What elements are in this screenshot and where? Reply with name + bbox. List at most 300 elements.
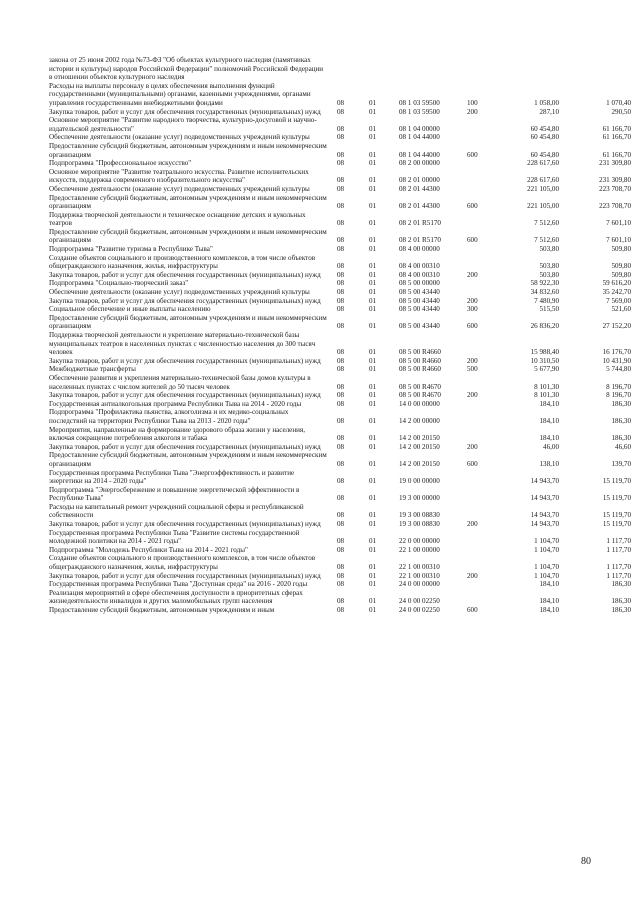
expense-name: Основное мероприятие "Развитие театрального искусства. Развитие исполнительских искусств, поддержка современного изобразительного искусства": [49, 167, 309, 185]
section-code: 08: [337, 176, 345, 185]
table-row: [49, 426, 631, 443]
target-article-code: 24 0 00 02250: [399, 597, 440, 606]
expense-type-code: 200: [467, 356, 478, 365]
amount-year-2: 27 152,20: [602, 322, 631, 331]
target-article-code: 19 3 00 08830: [399, 520, 440, 529]
table-row: [49, 297, 631, 306]
expense-type-code: [467, 469, 489, 486]
section-code: 08: [337, 382, 345, 391]
table-row: [49, 185, 631, 194]
expense-type-code: 600: [467, 606, 478, 614]
expense-type-code: [467, 331, 489, 357]
subsection-code: 01: [369, 279, 377, 288]
subsection-code: 01: [369, 477, 377, 486]
section-code: 08: [337, 365, 345, 374]
table-row: [49, 82, 631, 108]
section-code: 08: [337, 571, 345, 580]
expense-name: Подпрограмма "Профилактика пьянства, алкоголизма и их медико-социальных последствий на территории Республики Тыва на 2013 - 2020 годы": [49, 408, 289, 425]
amount-year-1: 60 454,80: [530, 124, 559, 133]
expense-name: Обеспечение развития и укрепления материально-технической базы домов культуры в населенных пунктах с числом жителей до 50 тысяч человек: [49, 373, 311, 391]
amount-year-1: 503,80: [539, 245, 559, 254]
table-row: [49, 271, 631, 280]
expense-name: Предоставление субсидий бюджетным, автономным учреждениям и иным некоммерческим организациям: [49, 313, 327, 331]
subsection-code: 01: [369, 124, 377, 133]
subsection-code: 01: [369, 399, 377, 408]
expense-name: Закупка товаров, работ и услуг для обеспечения государственных (муниципальных) нужд: [49, 356, 321, 365]
amount-year-2: 186,30: [611, 580, 631, 589]
expense-type-code: [467, 254, 489, 271]
section-code: 08: [337, 270, 345, 279]
subsection-code: 01: [369, 442, 377, 451]
section-code: 08: [337, 322, 345, 331]
section-code: 08: [337, 416, 345, 425]
amount-year-1: 7 512,60: [534, 219, 559, 228]
subsection-code: 01: [369, 219, 377, 228]
expense-name: Расходы на выплаты персоналу в целях обеспечения выполнения функций государственными (муниципальными) органами, казенными учреждениями, органами управления государственными внебюджетными фондами: [49, 81, 311, 107]
target-article-code: 14 2 00 20150: [399, 442, 440, 451]
subsection-code: 01: [369, 597, 377, 606]
subsection-code: 01: [369, 365, 377, 374]
table-row: [49, 589, 631, 606]
section-code: 08: [337, 520, 345, 529]
amount-year-1: 221 105,00: [527, 202, 559, 211]
target-article-code: 08 5 00 R4660: [399, 348, 441, 357]
table-row: [49, 572, 631, 581]
section-code: 08: [337, 356, 345, 365]
amount-year-2: 10 431,90: [602, 356, 631, 365]
subsection-code: 01: [369, 416, 377, 425]
expense-type-code: [467, 185, 489, 194]
expense-type-code: [467, 168, 489, 185]
table-row: [49, 443, 631, 452]
amount-year-1: 184,10: [539, 580, 559, 589]
target-article-code: 08 2 00 00000: [399, 159, 440, 168]
subsection-code: 01: [369, 150, 377, 159]
expense-name: Закупка товаров, работ и услуг для обеспечения государственных (муниципальных) нужд: [49, 571, 321, 580]
table-row: [49, 357, 631, 366]
amount-year-2: 186,30: [611, 606, 631, 614]
expense-name: Закупка товаров, работ и услуг для обеспечения государственных (муниципальных) нужд: [49, 442, 321, 451]
table-row: [49, 331, 631, 357]
target-article-code: 08 1 04 00000: [399, 124, 440, 133]
target-article-code: 08 2 01 44300: [399, 184, 440, 193]
target-article-code: 08 2 01 R5170: [399, 236, 441, 245]
expense-type-code: 600: [467, 202, 478, 211]
amount-year-2: 16 176,70: [602, 348, 631, 357]
subsection-code: 01: [369, 270, 377, 279]
expense-type-code: 600: [467, 322, 478, 331]
expense-type-code: 100: [467, 98, 478, 107]
target-article-code: 08 5 00 R4670: [399, 382, 441, 391]
target-article-code: 08 5 00 43440: [399, 322, 440, 331]
subsection-code: 01: [369, 537, 377, 546]
expense-type-code: [467, 589, 489, 606]
table-row: [49, 56, 631, 82]
table-row: [49, 116, 631, 133]
table-row: [49, 142, 631, 159]
section-code: 08: [337, 391, 345, 400]
expense-name: закона от 25 июня 2002 года №73-ФЗ "Об объектах культурного наследия (памятниках истории и культуры) народов Российской Федерации" полномочий Российской Федерации в отношении объектов культурного наследия: [49, 56, 324, 82]
amount-year-2: 8 196,70: [606, 391, 631, 400]
target-article-code: 08 5 00 R4670: [399, 391, 441, 400]
table-row: [49, 451, 631, 468]
table-row: [49, 469, 631, 486]
subsection-code: 01: [369, 322, 377, 331]
expense-name: Государственная программа Республики Тыва "Энергоэффективность и развитие энергетики на 2014 - 2020 годы": [49, 468, 295, 486]
expense-name: Предоставление субсидий бюджетным, автономным учреждениям и иным: [49, 606, 275, 614]
expense-type-code: [467, 133, 489, 142]
amount-year-2: 521,60: [611, 305, 631, 314]
table-row: [49, 228, 631, 245]
amount-year-1: 1 104,70: [534, 571, 559, 580]
target-article-code: 24 0 00 02250: [399, 606, 440, 614]
amount-year-2: 15 119,70: [602, 511, 631, 520]
expense-name: Закупка товаров, работ и услуг для обеспечения государственных (муниципальных) нужд: [49, 391, 321, 400]
subsection-code: 01: [369, 159, 377, 168]
subsection-code: 01: [369, 571, 377, 580]
expense-type-code: 300: [467, 305, 478, 314]
section-code: 08: [337, 202, 345, 211]
expense-name: Подпрограмма "Энергосбережение и повышение энергетической эффективности в Республике Тыва": [49, 485, 300, 503]
section-code: 08: [337, 245, 345, 254]
amount-year-2: 223 708,70: [599, 184, 631, 193]
subsection-code: 01: [369, 288, 377, 297]
section-code: 08: [337, 606, 345, 614]
expense-name: Закупка товаров, работ и услуг для обеспечения государственных (муниципальных) нужд: [49, 296, 321, 305]
amount-year-2: 509,80: [611, 270, 631, 279]
table-row: [49, 520, 631, 529]
amount-year-1: 184,10: [539, 597, 559, 606]
amount-year-2: 15 119,70: [602, 494, 631, 503]
table-row: [49, 279, 631, 288]
amount-year-1: 228 617,60: [527, 176, 559, 185]
amount-year-1: 1 104,70: [534, 537, 559, 546]
expense-type-code: [467, 503, 489, 520]
amount-year-2: 59 616,20: [602, 279, 631, 288]
target-article-code: 22 1 00 00310: [399, 563, 440, 572]
table-row: [49, 133, 631, 142]
amount-year-1: 287,10: [539, 107, 559, 116]
amount-year-2: 509,80: [611, 245, 631, 254]
target-article-code: 24 0 00 00000: [399, 580, 440, 589]
amount-year-2: 186,30: [611, 597, 631, 606]
expense-name: Основное мероприятие "Развитие народного творчества, культурно-досуговой и научно-издательской деятельности": [49, 116, 317, 133]
section-code: 08: [337, 477, 345, 486]
amount-year-2: 231 309,80: [599, 159, 631, 168]
table-row: [49, 503, 631, 520]
section-code: 08: [337, 459, 345, 468]
target-article-code: 08 2 01 R5170: [399, 219, 441, 228]
subsection-code: 01: [369, 494, 377, 503]
expense-type-code: 200: [467, 391, 478, 400]
amount-year-2: 1 117,70: [606, 537, 631, 546]
amount-year-2: 1 117,70: [606, 545, 631, 554]
table-row: [49, 305, 631, 314]
amount-year-2: 5 744,80: [606, 365, 631, 374]
subsection-code: 01: [369, 434, 377, 443]
expense-name: Мероприятия, направленные на формирование здорового образа жизни у населения, включая сокращение потребления алкоголя и табака: [49, 425, 305, 443]
expense-type-code: 500: [467, 365, 478, 374]
expense-type-code: [467, 245, 489, 254]
expense-name: Подпрограмма "Профессиональное искусство": [49, 159, 192, 168]
section-code: 08: [337, 288, 345, 297]
amount-year-1: 8 101,30: [534, 391, 559, 400]
amount-year-1: 60 454,80: [530, 150, 559, 159]
amount-year-1: 60 454,80: [530, 133, 559, 142]
table-row: [49, 245, 631, 254]
target-article-code: 08 4 00 00310: [399, 262, 440, 271]
expense-type-code: 200: [467, 107, 478, 116]
target-article-code: 22 1 00 00310: [399, 571, 440, 580]
amount-year-2: 15 119,70: [602, 477, 631, 486]
target-article-code: 08 5 00 00000: [399, 279, 440, 288]
expense-name: Подпрограмма "Развитие туризма в Республике Тыва": [49, 245, 213, 254]
amount-year-2: 1 070,40: [606, 98, 631, 107]
expense-type-code: [467, 426, 489, 443]
table-row: [49, 194, 631, 211]
table-row: [49, 408, 631, 425]
expense-type-code: 200: [467, 520, 478, 529]
section-code: 08: [337, 279, 345, 288]
amount-year-1: 10 310,50: [530, 356, 559, 365]
subsection-code: 01: [369, 563, 377, 572]
budget-table: [49, 56, 631, 615]
amount-year-2: 61 166,70: [602, 150, 631, 159]
amount-year-1: 14 943,70: [530, 494, 559, 503]
table-row: [49, 288, 631, 297]
subsection-code: 01: [369, 391, 377, 400]
section-code: 08: [337, 150, 345, 159]
amount-year-1: 5 677,90: [534, 365, 559, 374]
expense-type-code: [467, 211, 489, 228]
target-article-code: 08 5 00 R4660: [399, 365, 441, 374]
amount-year-1: 7 480,90: [534, 296, 559, 305]
expense-type-code: 200: [467, 296, 478, 305]
amount-year-1: 14 943,70: [530, 511, 559, 520]
target-article-code: 08 1 04 44000: [399, 150, 440, 159]
target-article-code: 08 5 00 43440: [399, 288, 440, 297]
target-article-code: 14 2 00 20150: [399, 459, 440, 468]
target-article-code: 08 1 04 44000: [399, 133, 440, 142]
expense-type-code: [467, 279, 489, 288]
expense-type-code: [467, 486, 489, 503]
target-article-code: 08 5 00 43440: [399, 296, 440, 305]
table-row: [49, 159, 631, 168]
amount-year-1: 14 943,70: [530, 477, 559, 486]
section-code: 08: [337, 296, 345, 305]
subsection-code: 01: [369, 98, 377, 107]
section-code: 08: [337, 563, 345, 572]
expense-name: Закупка товаров, работ и услуг для обеспечения государственных (муниципальных) нужд: [49, 270, 321, 279]
expense-name: Предоставление субсидий бюджетным, автономным учреждениям и иным некоммерческим организациям: [49, 227, 327, 245]
amount-year-2: 186,30: [611, 399, 631, 408]
target-article-code: 14 2 00 00000: [399, 416, 440, 425]
table-row: [49, 254, 631, 271]
expense-name: Расходы на капитальный ремонт учреждений социальной сферы и республиканской собственности: [49, 502, 304, 520]
amount-year-1: 515,50: [539, 305, 559, 314]
amount-year-2: 46,60: [615, 442, 631, 451]
subsection-code: 01: [369, 202, 377, 211]
expense-name: Государственная программа Республики Тыва "Доступная среда" на 2016 - 2020 годы: [49, 580, 308, 589]
section-code: 08: [337, 442, 345, 451]
subsection-code: 01: [369, 305, 377, 314]
amount-year-2: 7 601,10: [606, 236, 631, 245]
expense-name: Обеспечение деятельности (оказание услуг) подведомственных учреждений культуры: [49, 288, 310, 297]
expense-name: Поддержка творческой деятельности и укрепление материально-технической базы муниципальных театров в населенных пунктах с численностью населения до 300 тысяч человек: [49, 331, 316, 357]
expense-type-code: [467, 159, 489, 168]
subsection-code: [367, 56, 399, 82]
target-article-code: 19 3 00 08830: [399, 511, 440, 520]
expense-type-code: [467, 116, 489, 133]
target-article-code: 08 4 00 00000: [399, 245, 440, 254]
section-code: 08: [337, 133, 345, 142]
section-code: 08: [337, 580, 345, 589]
section-code: 08: [337, 494, 345, 503]
amount-year-1: 7 512,60: [534, 236, 559, 245]
table-row: [49, 391, 631, 400]
subsection-code: 01: [369, 236, 377, 245]
section-code: 08: [337, 434, 345, 443]
subsection-code: 01: [369, 348, 377, 357]
table-row: [49, 486, 631, 503]
amount-year-1: 184,10: [539, 399, 559, 408]
subsection-code: 01: [369, 511, 377, 520]
amount-year-2: [563, 56, 631, 82]
page-number: 80: [581, 856, 591, 867]
expense-type-code: [467, 374, 489, 391]
amount-year-2: 139,70: [611, 459, 631, 468]
amount-year-2: 509,80: [611, 262, 631, 271]
expense-type-code: [467, 580, 489, 589]
section-code: 08: [337, 305, 345, 314]
target-article-code: 14 2 00 20150: [399, 434, 440, 443]
target-article-code: 19 0 00 00000: [399, 477, 440, 486]
table-row: [49, 400, 631, 409]
expense-type-code: 600: [467, 236, 478, 245]
section-code: 08: [337, 219, 345, 228]
expense-name: Обеспечение деятельности (оказание услуг) подведомственных учреждений культуры: [49, 184, 310, 193]
table-row: [49, 606, 631, 615]
subsection-code: 01: [369, 296, 377, 305]
amount-year-1: 8 101,30: [534, 382, 559, 391]
amount-year-2: 61 166,70: [602, 133, 631, 142]
amount-year-1: 503,80: [539, 262, 559, 271]
amount-year-1: 58 922,30: [530, 279, 559, 288]
target-article-code: 08 2 01 44300: [399, 202, 440, 211]
amount-year-1: 34 832,60: [530, 288, 559, 297]
section-code: 08: [337, 537, 345, 546]
amount-year-1: 184,10: [539, 434, 559, 443]
amount-year-2: 223 708,70: [599, 202, 631, 211]
subsection-code: 01: [369, 356, 377, 365]
expense-type-code: [467, 408, 489, 425]
target-article-code: 08 5 00 43440: [399, 305, 440, 314]
section-code: 08: [337, 159, 345, 168]
target-article-code: 19 3 00 00000: [399, 494, 440, 503]
expense-name: Поддержка творческой деятельности и техническое оснащение детских и кукольных театров: [49, 210, 306, 228]
amount-year-2: 1 117,70: [606, 563, 631, 572]
section-code: 08: [337, 597, 345, 606]
amount-year-2: 61 166,70: [602, 124, 631, 133]
expense-type-code: [467, 529, 489, 546]
section-code: 08: [337, 511, 345, 520]
amount-year-1: 1 104,70: [534, 563, 559, 572]
expense-type-code: [467, 554, 489, 571]
expense-type-code: 200: [467, 442, 478, 451]
table-row: [49, 168, 631, 185]
target-article-code: [399, 56, 467, 82]
expense-name: Подпрограмма "Молодежь Республики Тыва на 2014 - 2021 годы": [49, 545, 248, 554]
amount-year-1: 184,10: [539, 606, 559, 614]
expense-type-code: [467, 288, 489, 297]
expense-type-code: [467, 400, 489, 409]
subsection-code: 01: [369, 245, 377, 254]
amount-year-2: 8 196,70: [606, 382, 631, 391]
subsection-code: 01: [369, 545, 377, 554]
amount-year-2: 7 601,10: [606, 219, 631, 228]
section-code: 08: [337, 236, 345, 245]
amount-year-2: 15 119,70: [602, 520, 631, 529]
subsection-code: 01: [369, 184, 377, 193]
amount-year-2: 186,30: [611, 434, 631, 443]
expense-name: Реализация мероприятий в сфере обеспечения доступности в приоритетных сферах жизнедеятельности инвалидов и других маломобильных групп населения: [49, 588, 303, 606]
expense-type-code: 600: [467, 150, 478, 159]
table-row: [49, 580, 631, 589]
expense-type-code: 600: [467, 459, 478, 468]
expense-name: Государственная антиалкогольная программа Республики Тыва на 2014 - 2020 годы: [49, 399, 302, 408]
expense-type-code: [467, 56, 489, 82]
amount-year-2: 231 309,80: [599, 176, 631, 185]
amount-year-1: 15 988,40: [530, 348, 559, 357]
expense-name: Создание объектов социального и производственного комплексов, в том числе объектов общегражданского назначения, жилья, инфраструктуры: [49, 253, 316, 271]
amount-year-1: [489, 56, 563, 82]
section-code: 08: [337, 124, 345, 133]
section-code: 08: [337, 98, 345, 107]
amount-year-1: 228 617,60: [527, 159, 559, 168]
expense-name: Создание объектов социального и производственного комплексов, в том числе объектов общегражданского назначения, жилья, инфраструктуры: [49, 554, 316, 572]
amount-year-1: 503,80: [539, 270, 559, 279]
table-row: [49, 211, 631, 228]
target-article-code: 22 0 00 00000: [399, 537, 440, 546]
section-code: 08: [337, 184, 345, 193]
amount-year-2: 186,30: [611, 416, 631, 425]
target-article-code: 08 4 00 00310: [399, 270, 440, 279]
table-row: [49, 529, 631, 546]
target-article-code: 08 1 03 59500: [399, 107, 440, 116]
target-article-code: 14 0 00 00000: [399, 399, 440, 408]
expense-name: Государственная программа Республики Тыва "Развитие системы государственной молодежной политики на 2014 - 2021 годы": [49, 528, 300, 546]
expense-name: Обеспечение деятельности (оказание услуг) подведомственных учреждений культуры: [49, 133, 310, 142]
budget-table-body: [49, 56, 631, 615]
amount-year-1: 1 058,00: [534, 98, 559, 107]
amount-year-2: 7 569,00: [606, 296, 631, 305]
expense-name: Закупка товаров, работ и услуг для обеспечения государственных (муниципальных) нужд: [49, 107, 321, 116]
amount-year-1: 221 105,00: [527, 184, 559, 193]
amount-year-1: 184,10: [539, 416, 559, 425]
section-code: 08: [337, 348, 345, 357]
table-row: [49, 374, 631, 391]
expense-name: Межбюджетные трансферты: [49, 365, 136, 374]
expense-name: Предоставление субсидий бюджетным, автономным учреждениям и иным некоммерческим организациям: [49, 141, 327, 159]
subsection-code: 01: [369, 520, 377, 529]
subsection-code: 01: [369, 133, 377, 142]
expense-name: Предоставление субсидий бюджетным, автономным учреждениям и иным некоммерческим организациям: [49, 451, 327, 468]
amount-year-2: 290,50: [611, 107, 631, 116]
amount-year-1: 1 104,70: [534, 545, 559, 554]
expense-type-code: [467, 546, 489, 555]
table-row: [49, 365, 631, 374]
subsection-code: 01: [369, 382, 377, 391]
